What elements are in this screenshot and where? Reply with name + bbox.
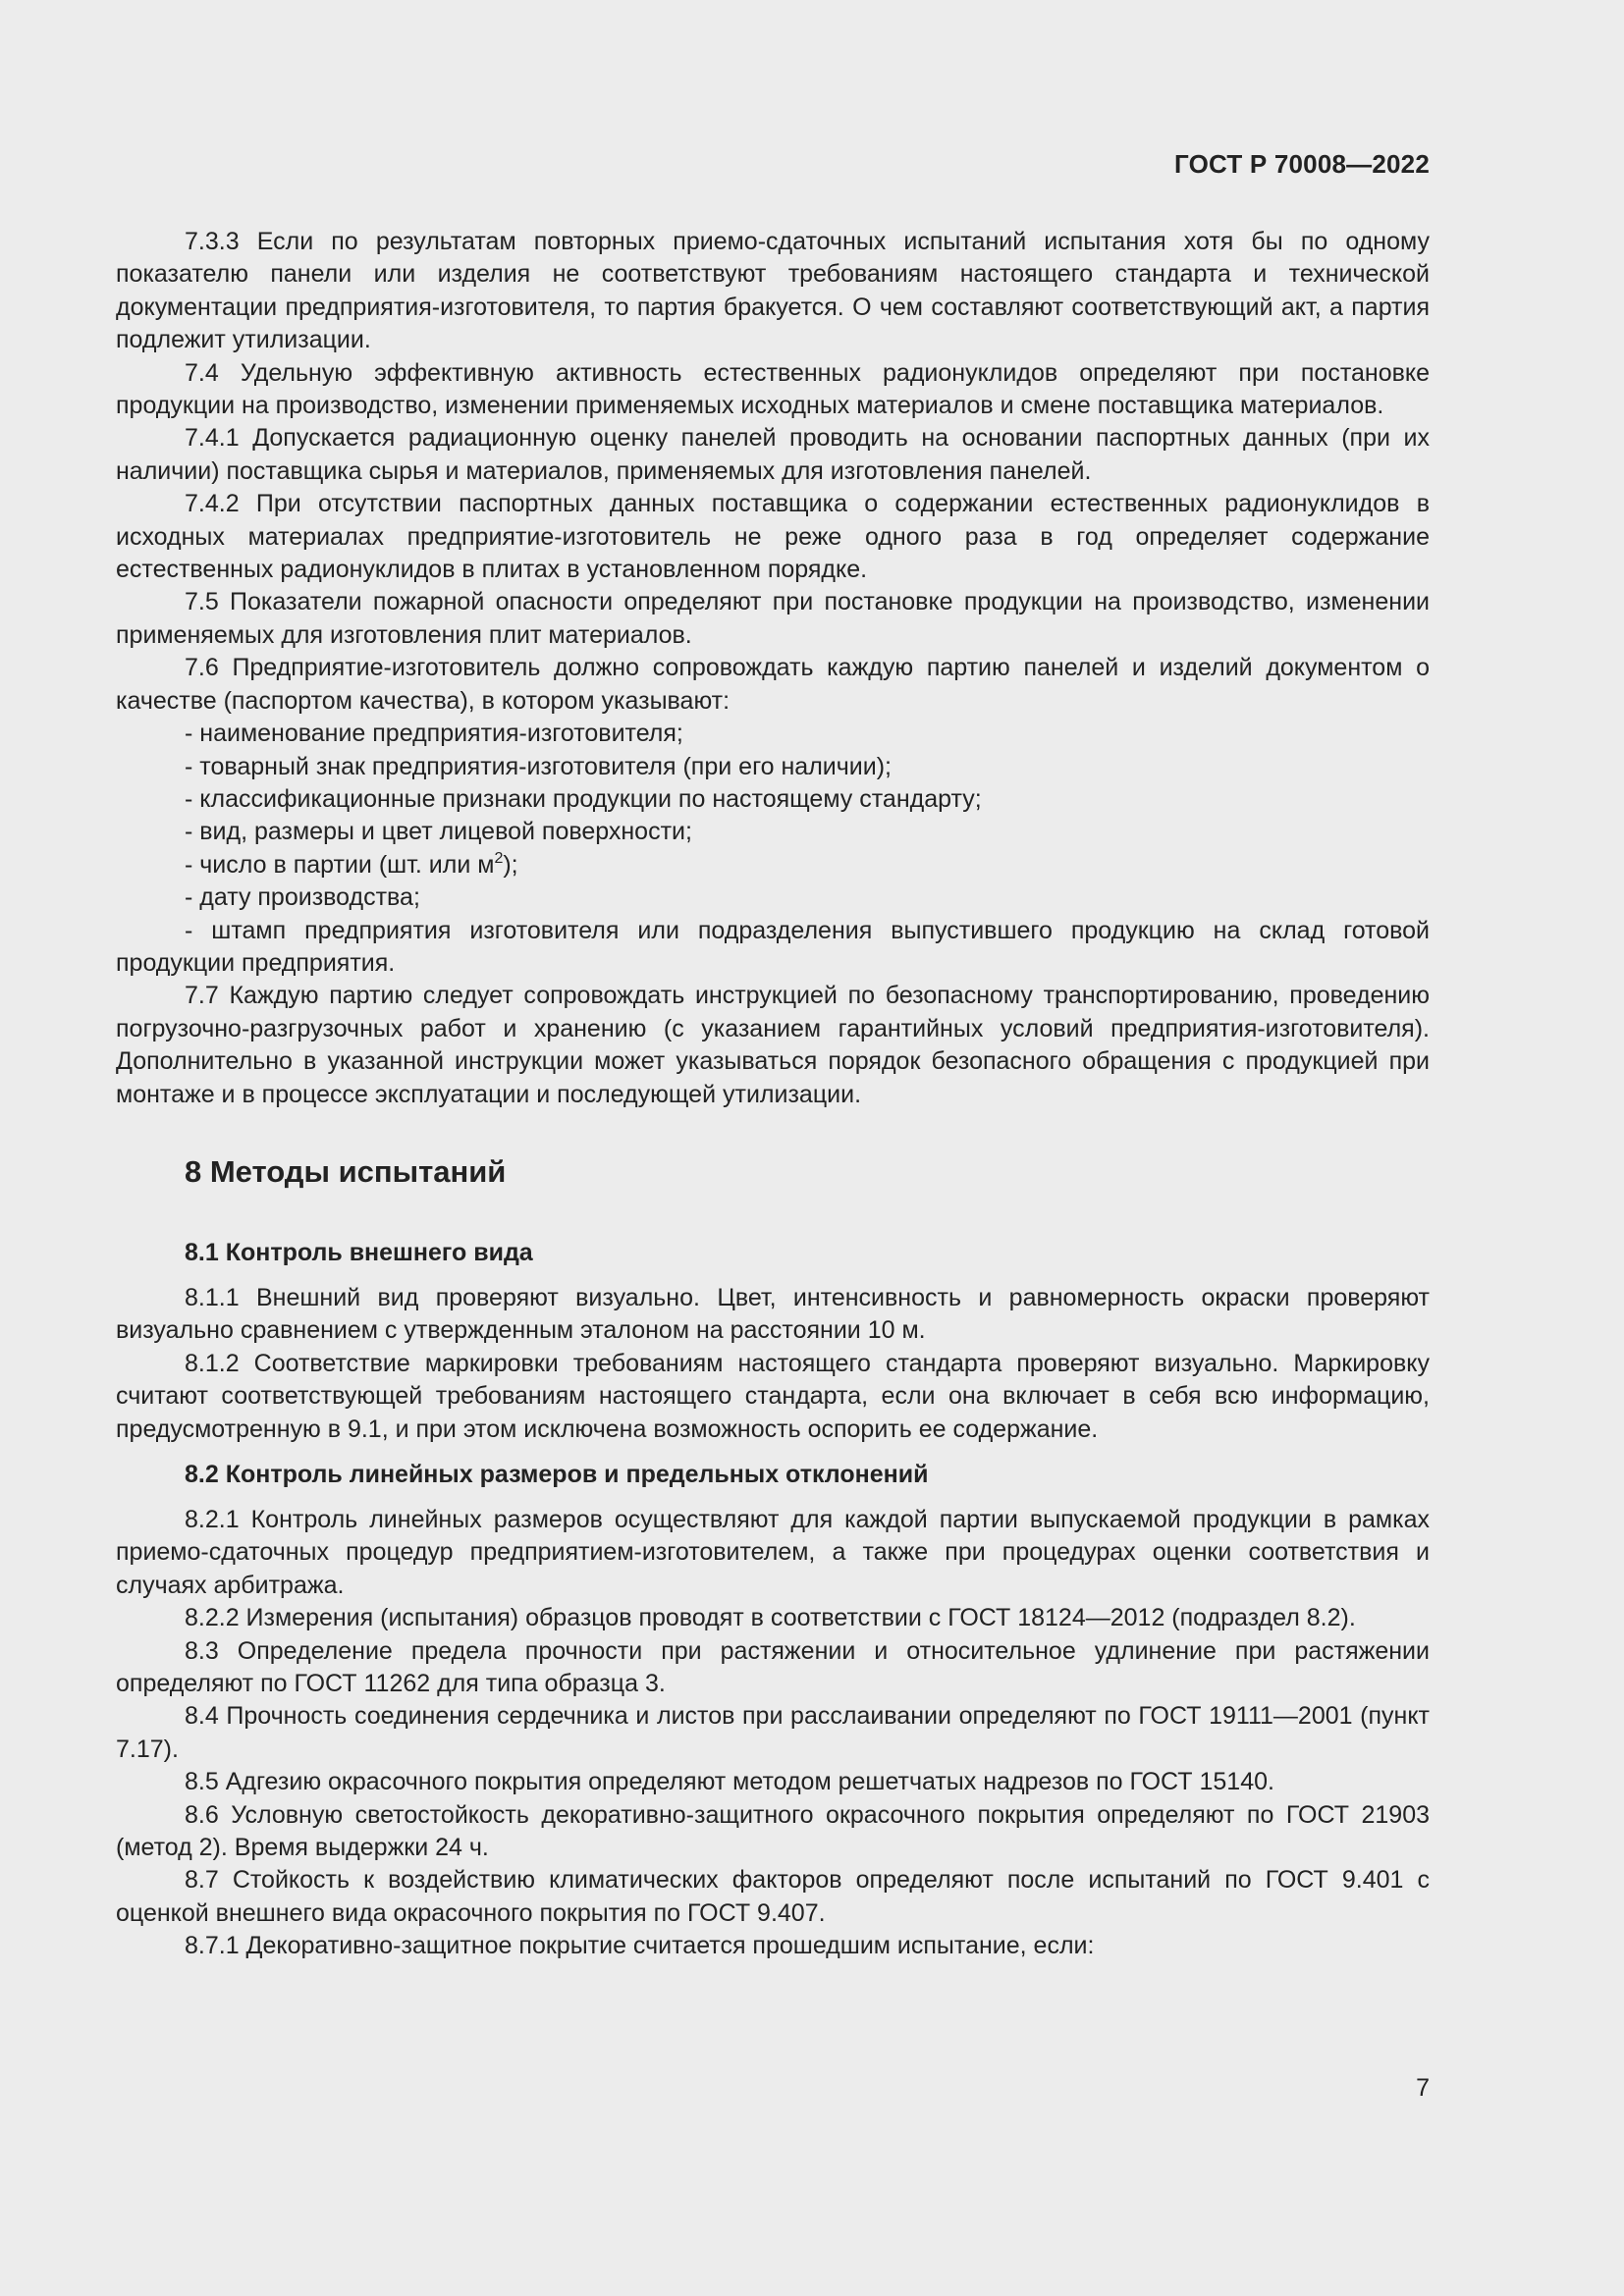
paragraph-7-6: 7.6 Предприятие-изготовитель должно сопровождать каждую партию панелей и изделий документом о качестве (паспортом качества), в котором указывают: xyxy=(116,654,1430,715)
paragraph-7-4-2: 7.4.2 При отсутствии паспортных данных поставщика о содержании естественных радионуклидов в исходных материалах предприятие-изготовитель не реже одного раза в год определяет содержание естественных радионуклидов в плитах в установленном порядке. xyxy=(116,490,1430,584)
list-item-text: - число в партии (шт. или м xyxy=(185,850,495,879)
paragraph-7-7: 7.7 Каждую партию следует сопровождать инструкцией по безопасному транспортированию, проведению погрузочно-разгрузочных работ и хранению (с указанием гарантийных условий предприятия-изготовителя). Дополнительно в указанной инструкции может указываться порядок безопасного обращения с продукцией при монтаже и в процессе эксплуатации и последующей утилизации. xyxy=(116,982,1430,1108)
paragraph-8-4: 8.4 Прочность соединения сердечника и листов при расслаивании определяют по ГОСТ 19111—2001 (пункт 7.17). xyxy=(116,1702,1430,1763)
superscript: 2 xyxy=(494,849,504,867)
subsection-8-2-heading: 8.2 Контроль линейных размеров и предельных отклонений xyxy=(185,1461,929,1488)
list-item: - вид, размеры и цвет лицевой поверхности; xyxy=(185,818,692,846)
document-body xyxy=(116,226,1430,1963)
subsection-8-1-heading: 8.1 Контроль внешнего вида xyxy=(185,1238,533,1266)
list-item: - штамп предприятия изготовителя или подразделения выпустившего продукцию на склад готовой продукции предприятия. xyxy=(116,916,1430,977)
paragraph-7-5: 7.5 Показатели пожарной опасности определяют при постановке продукции на производство, изменении применяемых для изготовления плит материалов. xyxy=(116,588,1430,649)
paragraph-7-4: 7.4 Удельную эффективную активность естественных радионуклидов определяют при постановке продукции на производство, изменении применяемых исходных материалов и смене поставщика материалов. xyxy=(116,358,1430,420)
document-page xyxy=(116,0,1430,2296)
paragraph-8-6: 8.6 Условную светостойкость декоративно-защитного окрасочного покрытия определяют по ГОСТ 21903 (метод 2). Время выдержки 24 ч. xyxy=(116,1800,1430,1862)
document-code-header: ГОСТ Р 70008—2022 xyxy=(1174,149,1430,179)
section-8-heading: 8 Методы испытаний xyxy=(185,1153,507,1189)
paragraph-8-1-1: 8.1.1 Внешний вид проверяют визуально. Цвет, интенсивность и равномерность окраски проверяют визуально сравнением с утвержденным эталоном на расстоянии 10 м. xyxy=(116,1283,1430,1345)
paragraph-8-5: 8.5 Адгезию окрасочного покрытия определяют методом решетчатых надрезов по ГОСТ 15140. xyxy=(185,1768,1274,1796)
paragraph-8-3: 8.3 Определение предела прочности при растяжении и относительное удлинение при растяжении определяют по ГОСТ 11262 для типа образца 3. xyxy=(116,1636,1430,1698)
paragraph-8-2-1: 8.2.1 Контроль линейных размеров осуществляют для каждой партии выпускаемой продукции в рамках приемо-сдаточных процедур предприятием-изготовителем, а также при процедурах оценки соответствия и случаях арбитража. xyxy=(116,1506,1430,1599)
list-item xyxy=(116,849,1430,881)
page-number: 7 xyxy=(1416,2074,1430,2102)
paragraph-8-2-2: 8.2.2 Измерения (испытания) образцов проводят в соответствии с ГОСТ 18124—2012 (подраздел 8.2). xyxy=(185,1604,1356,1632)
paragraph-7-4-1: 7.4.1 Допускается радиационную оценку панелей проводить на основании паспортных данных (при их наличии) поставщика сырья и материалов, применяемых для изготовления панелей. xyxy=(116,424,1430,485)
list-item: - наименование предприятия-изготовителя; xyxy=(185,720,683,748)
list-item-text-end: ); xyxy=(503,850,518,879)
paragraph-8-7-1: 8.7.1 Декоративно-защитное покрытие считается прошедшим испытание, если: xyxy=(185,1932,1095,1960)
paragraph-8-1-2: 8.1.2 Соответствие маркировки требованиям настоящего стандарта проверяют визуально. Маркировку считают соответствующей требованиям настоящего стандарта, если она включает в себя всю информацию, предусмотренную в 9.1, и при этом исключена возможность оспорить ее содержание. xyxy=(116,1349,1430,1443)
list-item: - дату производства; xyxy=(185,883,420,912)
paragraph-7-3-3: 7.3.3 Если по результатам повторных приемо-сдаточных испытаний испытания хотя бы по одному показателю панели или изделия не соответствуют требованиям настоящего стандарта и технической документации предприятия-изготовителя, то партия бракуется. О чем составляют соответствующий акт, а партия подлежит утилизации. xyxy=(116,228,1430,354)
list-item: - товарный знак предприятия-изготовителя (при его наличии); xyxy=(185,752,892,780)
list-item: - классификационные признаки продукции по настоящему стандарту; xyxy=(185,784,982,813)
quality-document-list xyxy=(116,718,1430,980)
paragraph-8-7: 8.7 Стойкость к воздействию климатических факторов определяют после испытаний по ГОСТ 9.401 с оценкой внешнего вида окрасочного покрытия по ГОСТ 9.407. xyxy=(116,1866,1430,1927)
